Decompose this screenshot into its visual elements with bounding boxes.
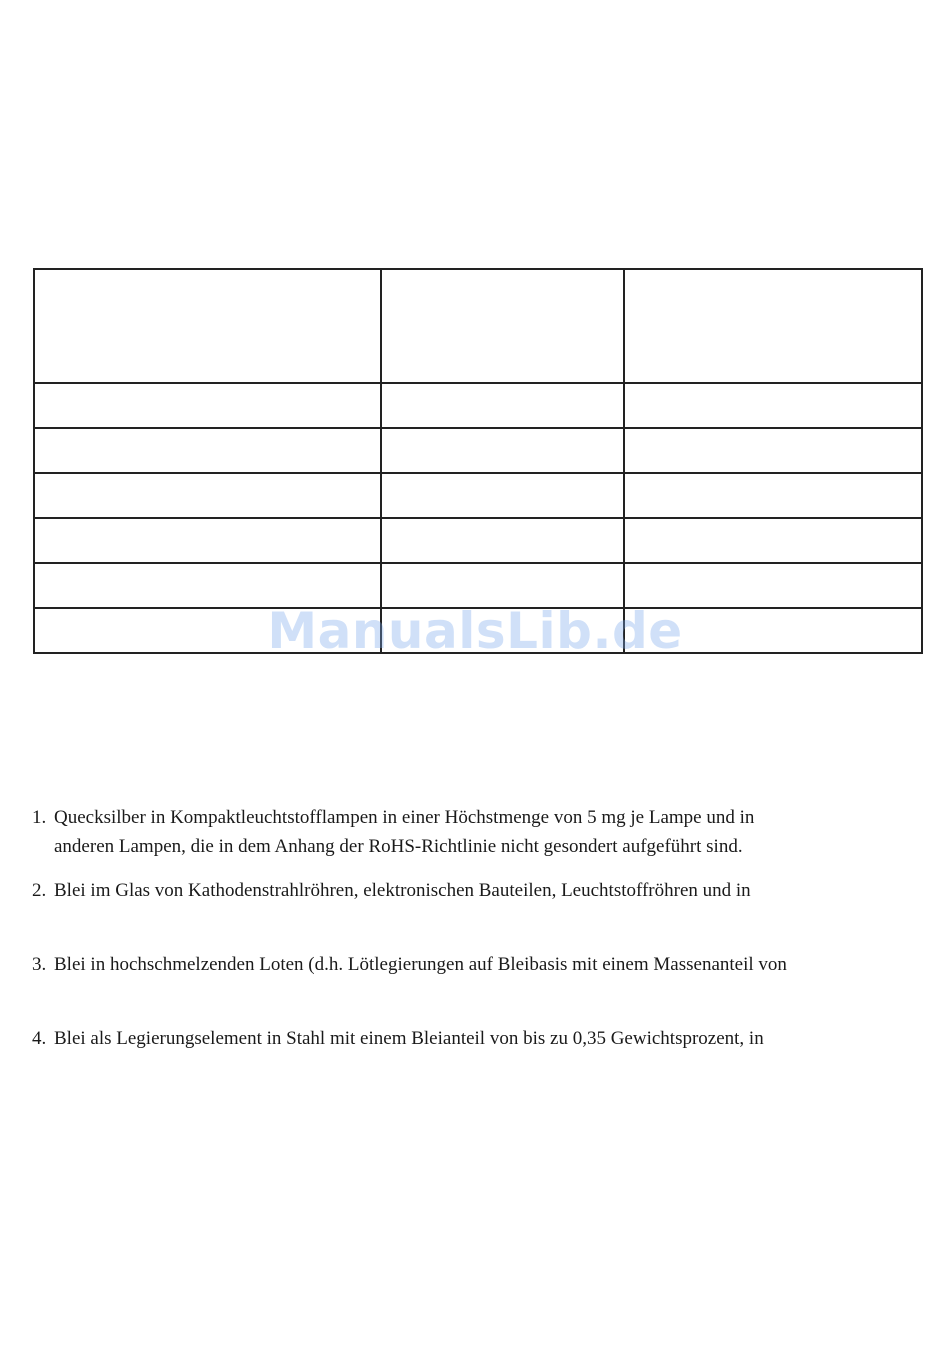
list-text-line: Blei in hochschmelzenden Loten (d.h. Lötlegierungen auf Bleibasis mit einem Massenanteil von <box>54 954 787 975</box>
list-item <box>32 803 922 861</box>
table-cell <box>34 428 381 473</box>
table-row <box>34 428 922 473</box>
table-cell <box>34 608 381 653</box>
list-item <box>32 876 922 905</box>
table-cell <box>624 563 922 608</box>
table-cell <box>381 428 624 473</box>
table-cell <box>381 608 624 653</box>
table-header-cell <box>34 269 381 383</box>
table-header-row <box>34 269 922 383</box>
list-number: 3. <box>32 954 47 975</box>
list-text-line: Blei als Legierungselement in Stahl mit einem Bleianteil von bis zu 0,35 Gewichtsprozent, in <box>54 1028 764 1049</box>
table-cell <box>624 473 922 518</box>
table-cell <box>624 383 922 428</box>
table-cell <box>381 473 624 518</box>
list-text-line: Quecksilber in Kompaktleuchtstofflampen in einer Höchstmenge von 5 mg je Lampe und in <box>54 807 755 828</box>
table-cell <box>34 383 381 428</box>
table-header-cell <box>624 269 922 383</box>
list-text-line: Blei im Glas von Kathodenstrahlröhren, elektronischen Bauteilen, Leuchtstoffröhren und in <box>54 880 751 901</box>
table-cell <box>34 518 381 563</box>
list-number: 4. <box>32 1028 47 1049</box>
table-cell <box>624 428 922 473</box>
table-row <box>34 473 922 518</box>
table-cell <box>34 563 381 608</box>
list-item <box>32 1024 922 1053</box>
watermark: ManualsLib.de <box>267 602 683 660</box>
table-cell <box>624 518 922 563</box>
list-number: 1. <box>32 807 47 828</box>
table-header-cell <box>381 269 624 383</box>
list-number: 2. <box>32 880 47 901</box>
table-cell <box>381 563 624 608</box>
table-cell <box>624 608 922 653</box>
table-row <box>34 563 922 608</box>
list-text-line: anderen Lampen, die in dem Anhang der RoHS-Richtlinie nicht gesondert aufgeführt sind. <box>54 836 743 857</box>
table-cell <box>381 383 624 428</box>
table-row <box>34 518 922 563</box>
substance-table <box>33 268 923 654</box>
table-row <box>34 608 922 653</box>
list-item <box>32 950 922 979</box>
table-cell <box>34 473 381 518</box>
table-row <box>34 383 922 428</box>
table-cell <box>381 518 624 563</box>
footnote-list <box>32 803 922 1053</box>
